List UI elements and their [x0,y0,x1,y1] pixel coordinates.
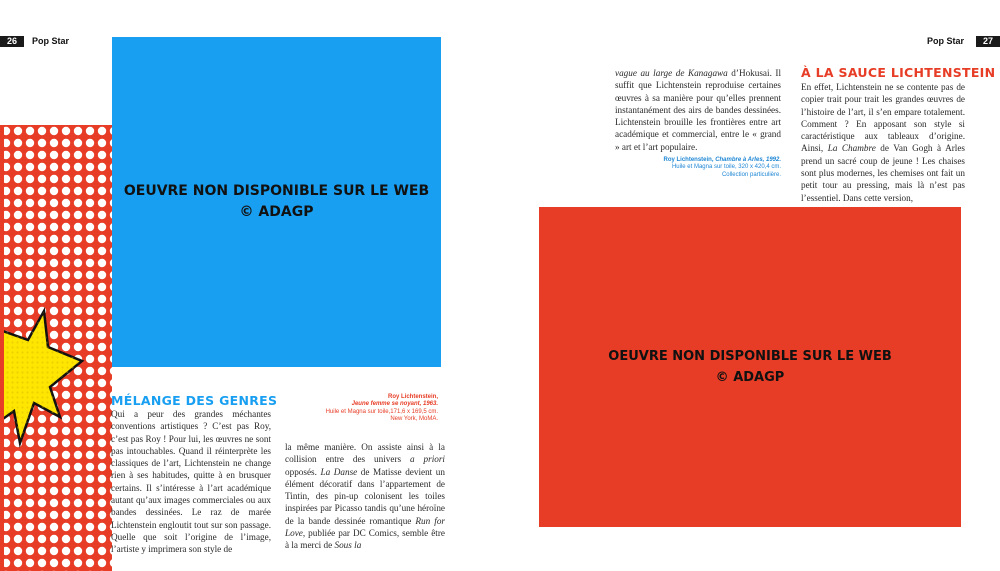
artwork-placeholder-red [539,207,961,527]
caption-artist-work: Roy Lichtenstein, Chambre à Arles, 1992. [663,157,781,163]
artwork-copyright: © ADAGP [239,204,314,220]
caption-medium: Huile et Magna sur toile,171,6 x 169,5 cm. [325,408,438,415]
section-heading-sauce: À LA SAUCE LICHTENSTEIN [801,65,996,80]
caption-collection: New York, MoMA. [390,415,438,422]
artwork-notice: OEUVRE NON DISPONIBLE SUR LE WEB [608,349,892,364]
artwork-copyright: © ADAGP [715,370,785,385]
body-column-1 [111,408,271,556]
body-column-3 [615,67,781,153]
left-running-title: Pop Star [32,36,70,46]
paragraph: Qui a peur des grandes méchantes conventions artistiques ? C’est pas Roy, c’est pas Roy ! Pour lui, les œuvres ne sont pas intouchables. Quand il réinterprète les classiques de l’art, Lichtenstein ne change rien à ses habitudes, quitte à en brusquer certains. Il s’intéresse à l’art académique autant qu’aux images commerciales ou aux bandes dessinées. Le raz de marée Lichtenstein engloutit tout sur son passage. Quelle que soit l’origine de l’image, l’artiste y imprimera son style de [111,409,271,555]
right-page-number: 27 [976,36,1000,47]
body-column-2 [285,441,445,552]
body-column-4 [801,81,965,204]
left-page-number: 26 [0,36,24,47]
caption-jeune-femme [300,394,438,423]
paragraph: la même manière. On assiste ainsi à la collision entre des univers a priori opposés. La Danse de Matisse devient un élément décoratif dans l’appartement de Tintin, des pin-up colonisent les toiles inspirées par Picasso tandis qu’une héroïne de la bande dessinée romantique Run for Love, publiée par DC Comics, semble être à la merci de Sous la [285,442,445,551]
artwork-placeholder-blue [112,37,441,367]
paragraph: vague au large de Kanagawa d’Hokusai. Il suffit que Lichtenstein reproduise certaines œuvres à sa manière pour qu’elles prennent instantanément des airs de bandes dessinées. Lichtenstein brouille les frontières entre art académique et commercial, entre le « grand » art et l’art populaire. [615,68,781,152]
caption-chambre-arles [615,157,781,179]
caption-collection: Collection particulière. [721,171,781,178]
pop-art-decoration [0,125,112,571]
section-heading-melange: MÉLANGE DES GENRES [111,393,278,408]
caption-work: Jeune femme se noyant, 1963. [351,401,438,408]
artwork-notice: OEUVRE NON DISPONIBLE SUR LE WEB [123,183,430,199]
caption-medium: Huile et Magna sur toile, 320 x 420,4 cm. [671,164,781,171]
caption-artist: Roy Lichtenstein, [387,394,438,400]
right-running-title: Pop Star [926,36,964,46]
paragraph: En effet, Lichtenstein ne se contente pas de copier trait pour trait les grandes œuvres de l’histoire de l’art, il s’en empare totalement. Comment ? En apposant son style si caractéristique aux tableaux d’origine. Ainsi, La Chambre de Van Gogh à Arles prend un sacré coup de jeune ! Les chaises sont plus modernes, les chemises ont fait un petit tour au pressing, mais là n’est pas l’essentiel. Dans cette version, [801,82,965,203]
